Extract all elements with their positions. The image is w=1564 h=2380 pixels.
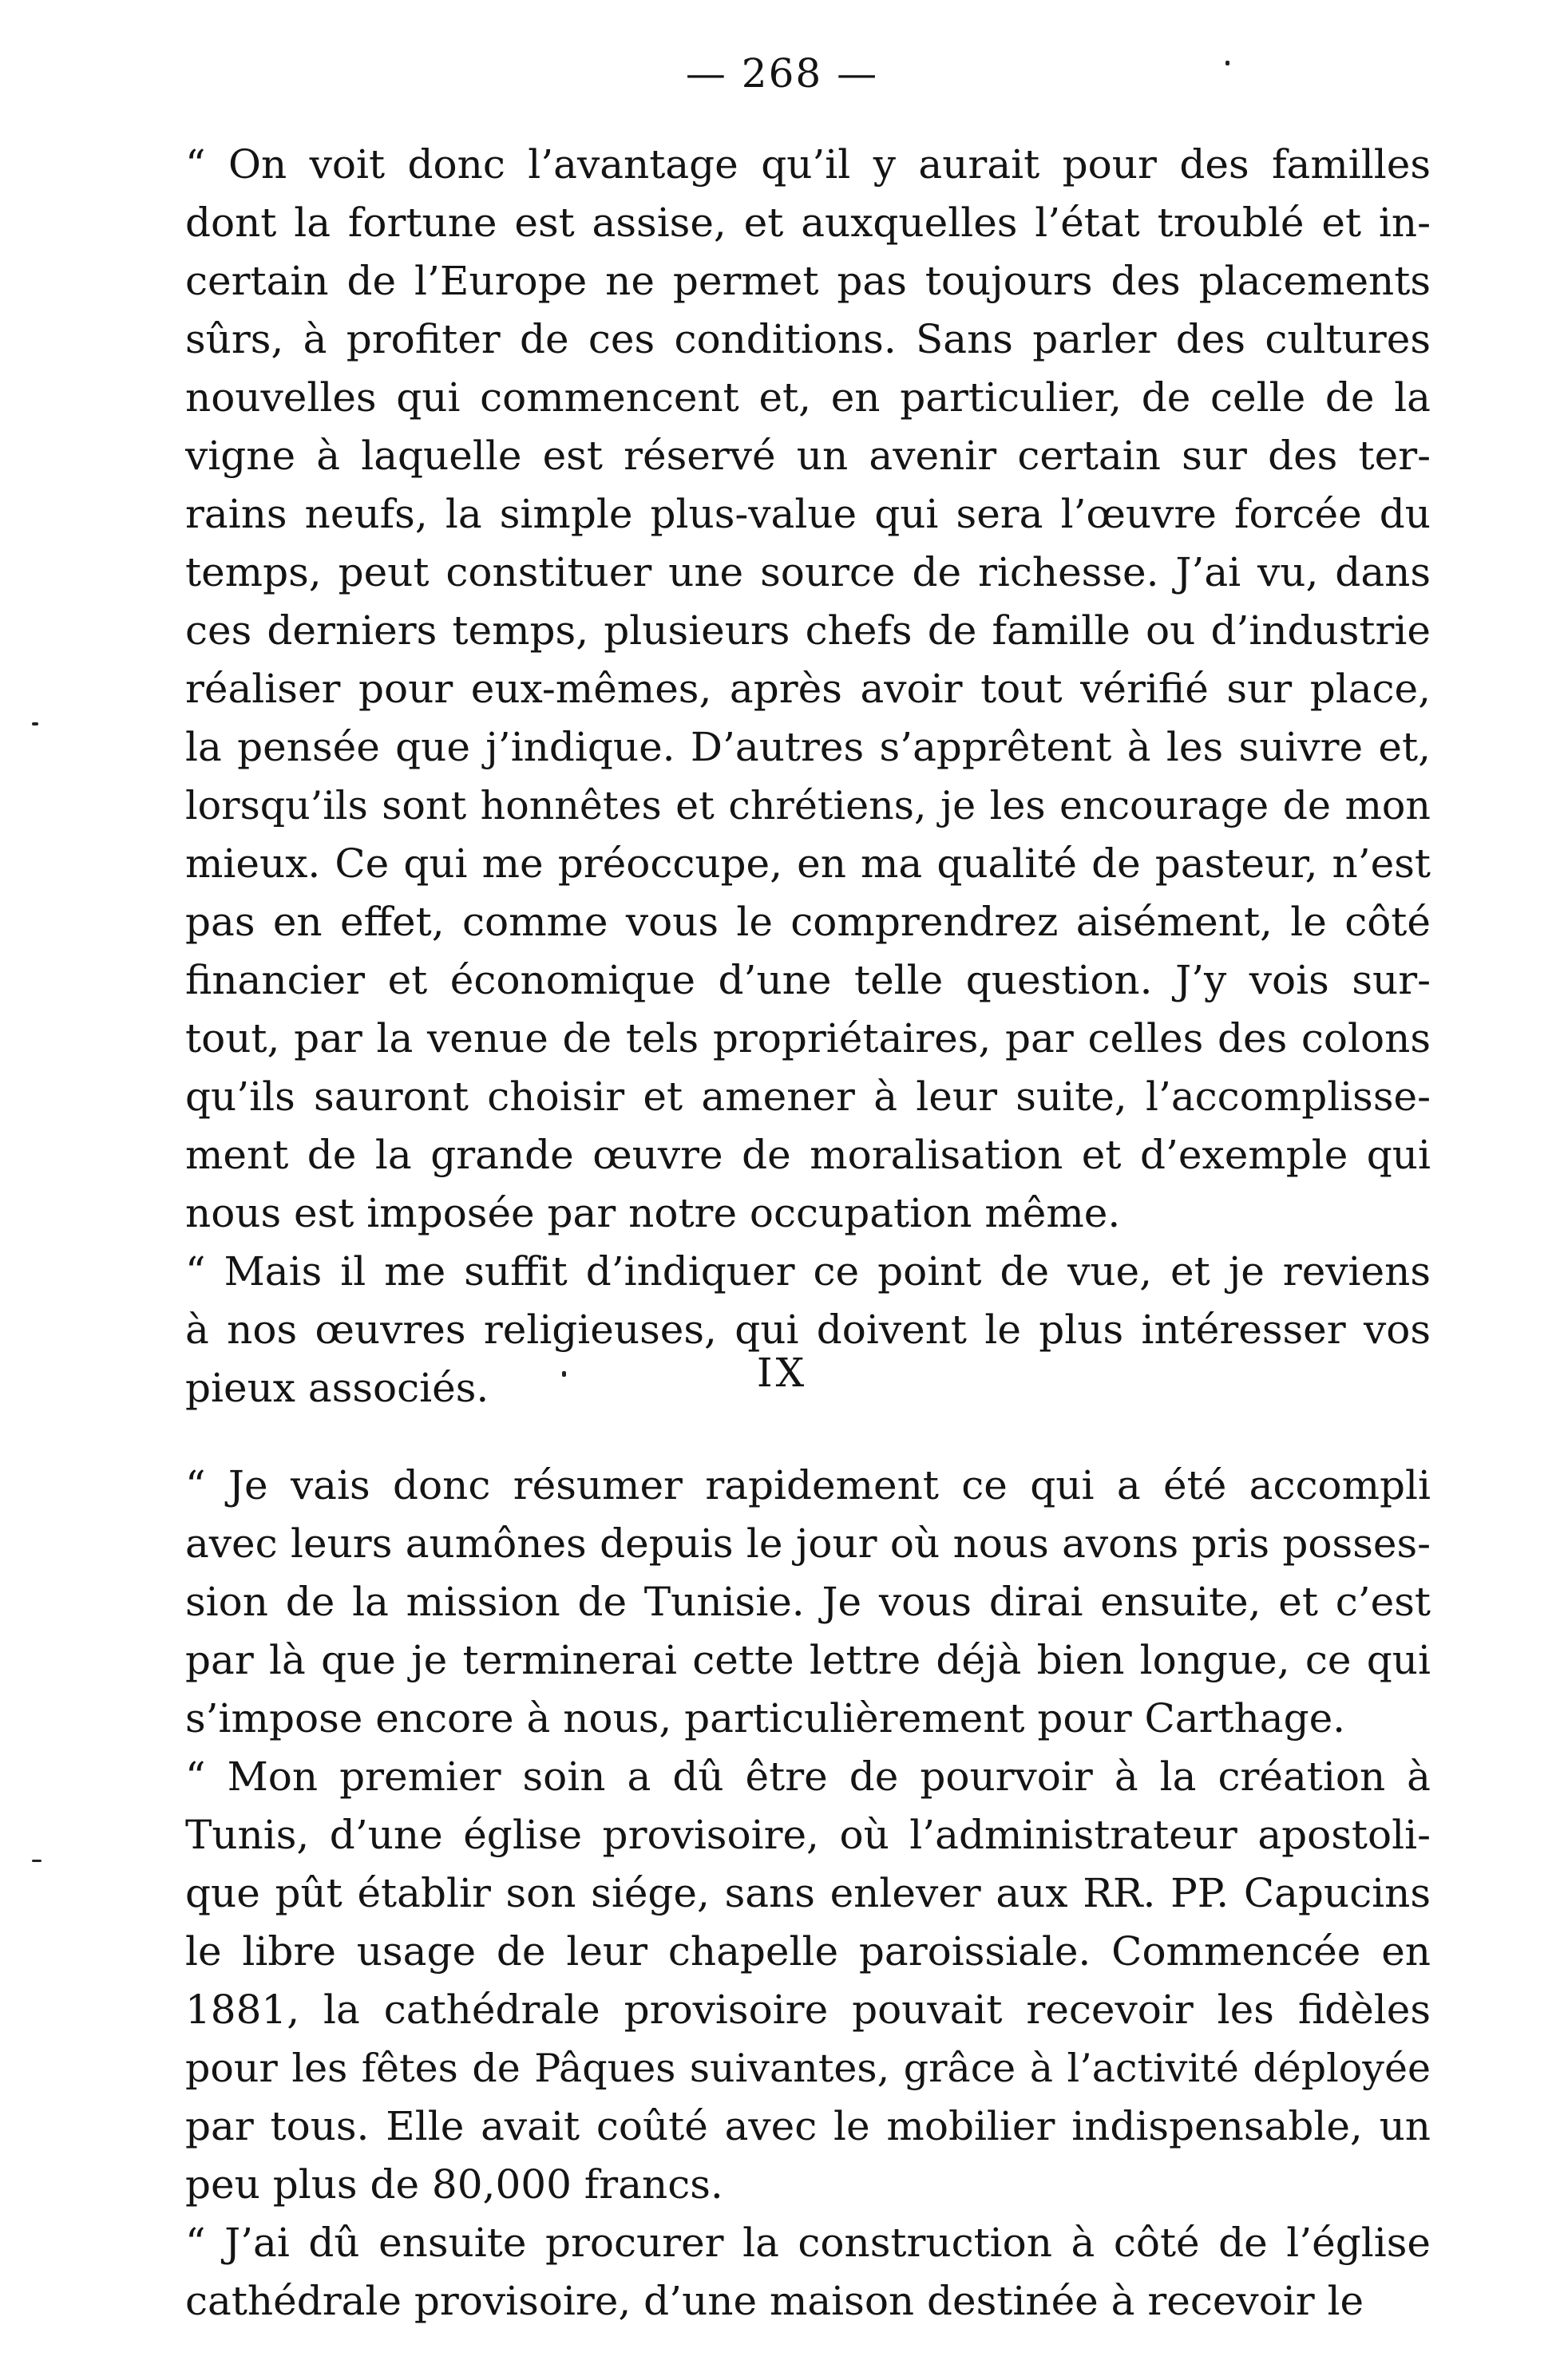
- text-line: “ Mais il me suffit d’indiquer ce point de vue, et je reviens: [185, 1248, 1431, 1295]
- scan-speck: [32, 1860, 42, 1862]
- paragraph-block-2: [185, 1457, 1431, 2331]
- text-line: certain de l’Europe ne permet pas toujours des placements: [185, 258, 1431, 304]
- text-line: nous est imposée par notre occupation même.: [185, 1190, 1121, 1236]
- text-line: “ J’ai dû ensuite procurer la construction à côté de l’église: [185, 2220, 1431, 2266]
- text-line: sûrs, à profiter de ces conditions. Sans parler des cultures: [185, 316, 1431, 362]
- text-line: Tunis, d’une église provisoire, où l’administrateur apostoli-: [185, 1812, 1431, 1858]
- text-line: pas en effet, comme vous le comprendrez aisément, le côté: [185, 899, 1431, 945]
- text-line: nouvelles qui commencent et, en particulier, de celle de la: [185, 374, 1431, 421]
- text-line: que pût établir son siége, sans enlever aux RR. PP. Capucins: [185, 1870, 1431, 1916]
- text-line: tout, par la venue de tels propriétaires, par celles des colons: [185, 1015, 1431, 1062]
- text-line: financier et économique d’une telle question. J’y vois sur-: [185, 957, 1431, 1003]
- text-line: peu plus de 80,000 francs.: [185, 2161, 723, 2208]
- text-line: “ On voit donc l’avantage qu’il y aurait pour des familles: [185, 141, 1431, 188]
- text-line: 1881, la cathédrale provisoire pouvait recevoir les fidèles: [185, 1987, 1431, 2033]
- text-line: vigne à laquelle est réservé un avenir certain sur des ter-: [185, 433, 1431, 479]
- text-line: réaliser pour eux-mêmes, après avoir tout vérifié sur place,: [185, 666, 1431, 712]
- text-line: s’impose encore à nous, particulièrement pour Carthage.: [185, 1695, 1346, 1742]
- paragraph-block-1: [185, 136, 1431, 1417]
- text-line: pour les fêtes de Pâques suivantes, grâce à l’activité déployée: [185, 2046, 1431, 2091]
- text-line: “ Je vais donc résumer rapidement ce qui a été accompli: [185, 1462, 1431, 1508]
- text-line: cathédrale provisoire, d’une maison destinée à recevoir le: [185, 2278, 1364, 2324]
- scan-speck: [562, 1371, 566, 1377]
- text-line: à nos œuvres religieuses, qui doivent le plus intéresser vos: [185, 1307, 1431, 1353]
- scan-speck: [32, 722, 38, 725]
- text-line: rains neufs, la simple plus-value qui sera l’œuvre forcée du: [185, 491, 1431, 537]
- text-line: ment de la grande œuvre de moralisation et d’exemple qui: [185, 1132, 1431, 1178]
- text-line: “ Mon premier soin a dû être de pourvoir à la création à: [185, 1753, 1431, 1800]
- text-line: pieux associés.: [185, 1365, 489, 1411]
- text-line: lorsqu’ils sont honnêtes et chrétiens, je les encourage de mon: [185, 783, 1431, 828]
- text-line: la pensée que j’indique. D’autres s’apprêtent à les suivre et,: [185, 724, 1431, 770]
- text-line: par tous. Elle avait coûté avec le mobilier indispensable, un: [185, 2103, 1431, 2149]
- text-line: temps, peut constituer une source de richesse. J’ai vu, dans: [185, 549, 1431, 595]
- text-line: mieux. Ce qui me préoccupe, en ma qualité de pasteur, n’est: [185, 840, 1431, 887]
- scan-speck: [1225, 61, 1229, 65]
- page-number: — 268 —: [685, 50, 879, 97]
- text-line: qu’ils sauront choisir et amener à leur suite, l’accomplisse-: [185, 1073, 1431, 1120]
- text-line: avec leurs aumônes depuis le jour où nous avons pris posses-: [185, 1520, 1431, 1567]
- text-line: ces derniers temps, plusieurs chefs de famille ou d’industrie: [185, 607, 1431, 654]
- text-line: le libre usage de leur chapelle paroissiale. Commencée en: [185, 1928, 1431, 1975]
- text-line: sion de la mission de Tunisie. Je vous dirai ensuite, et c’est: [185, 1579, 1431, 1625]
- text-line: dont la fortune est assise, et auxquelles l’état troublé et in-: [185, 200, 1431, 246]
- section-heading: IX: [756, 1350, 808, 1396]
- text-line: par là que je terminerai cette lettre déjà bien longue, ce qui: [185, 1637, 1431, 1683]
